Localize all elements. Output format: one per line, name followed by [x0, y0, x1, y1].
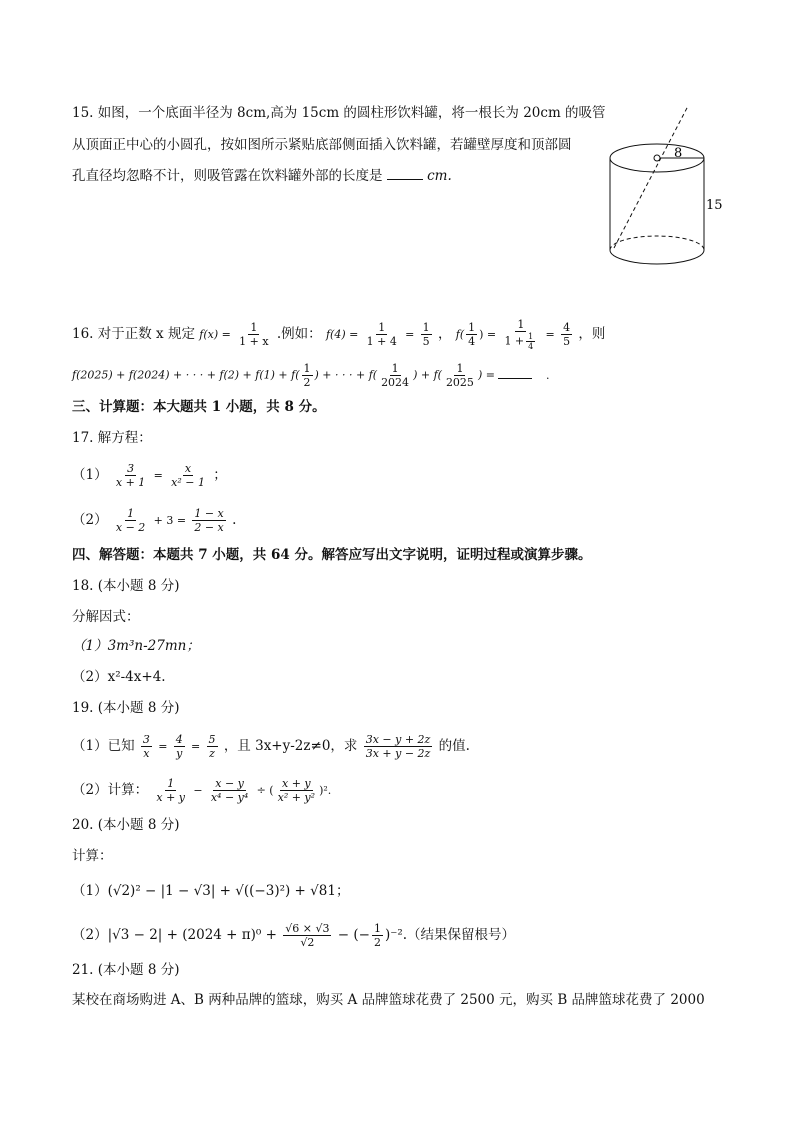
q16-frac-fifth: $\frac{1}{5}$ — [422, 321, 430, 348]
q17-p2-right: $\frac{1 - x}{2 - x}$ — [194, 507, 224, 534]
q16-sum-b: ) + · · · + f( — [314, 368, 378, 382]
q16-intro: 16. 对于正数 x 规定 — [72, 326, 195, 342]
cylinder-bottom-front — [610, 250, 704, 264]
q20-p2-text-a: （2）|√3 − 2| + (2024 + π)⁰ + — [72, 927, 277, 943]
q19-frac-4y: $\frac{4}{y}$ — [175, 733, 183, 760]
q20-frac-roots: $\frac{√6 \times √3}{√2}$ — [285, 922, 330, 949]
q19-part1 — [72, 733, 470, 760]
q20-sub: 计算： — [72, 848, 113, 864]
part-label: （2） — [72, 512, 108, 528]
eq-sign: = — [153, 469, 163, 482]
radius-label: 8 — [674, 146, 683, 161]
q19-p1-text-c: 的值. — [438, 738, 470, 754]
q15-line3-text: 孔直径均忽略不计，则吸管露在饮料罐外部的长度是 — [72, 168, 383, 184]
q16-sum-c: ) + f( — [413, 368, 442, 382]
q16-comma: ， — [437, 326, 452, 342]
q16-sum-d: ) = — [477, 368, 495, 382]
q16-line2 — [72, 362, 549, 389]
height-label: 15 — [706, 198, 723, 213]
q16-frac-2025: $\frac{1}{2025}$ — [445, 362, 474, 389]
q16-eq: = — [405, 328, 415, 341]
cylinder-figure — [600, 100, 730, 280]
answer-blank — [498, 366, 532, 379]
q17-p2-left: $\frac{1}{x - 2}$ — [115, 507, 146, 534]
end-mark: . — [232, 512, 237, 528]
q21-body: 某校在商场购进 A、B 两种品牌的篮球，购买 A 品牌篮球花费了 2500 元，购买 B 品牌篮球花费了 2000 — [72, 992, 705, 1008]
q19-frac-3x: $\frac{3}{x}$ — [142, 733, 150, 760]
minus-sign: − — [193, 784, 203, 797]
section4-heading: 四、解答题：本题共 7 小题，共 64 分。解答应写出文字说明，证明过程或演算步骤。 — [72, 547, 592, 563]
q17-title: 17. 解方程： — [72, 430, 152, 446]
q16-frac-four-fifths: $\frac{4}{5}$ — [563, 321, 571, 348]
q20-part2 — [72, 922, 515, 949]
q16-fx: f(x) = — [199, 328, 231, 341]
cylinder-bottom-back — [610, 236, 704, 250]
q19-p2-end: )². — [319, 784, 332, 797]
q15-line3 — [72, 166, 452, 186]
q16-frac-fx: $\frac{1}{1 + x}$ — [239, 321, 269, 348]
q16-example: .例如： — [276, 326, 322, 342]
end-mark: ； — [213, 467, 227, 483]
q16-frac-nested: 1 1 + $\frac{1}{4}$ — [504, 318, 534, 351]
q20-part1: （1）(√2)² − |1 − √3| + √((−3)²) + √81； — [72, 883, 350, 899]
q21-title: 21. (本小题 8 分) — [72, 962, 180, 978]
q15-line1: 15. 如图，一个底面半径为 8cm,高为 15cm 的圆柱形饮料罐，将一根长为 20cm 的吸管 — [72, 105, 606, 121]
q16-f-open: f( — [455, 328, 465, 341]
divide-sign: ÷ ( — [256, 784, 274, 797]
q20-p2-text-b: − (− — [337, 927, 370, 943]
q15-line2: 从顶面正中心的小圆孔，按如图所示紧贴底部侧面插入饮料罐，若罐壁厚度和顶部圆 — [72, 137, 572, 153]
q17-p2-mid: + 3 = — [153, 514, 187, 527]
q16-eq2: = — [545, 328, 555, 341]
q19-frac-expr: $\frac{3x - y + 2z}{3x + y - 2z}$ — [365, 733, 431, 760]
q20-title: 20. (本小题 8 分) — [72, 817, 180, 833]
q19-frac-5z: $\frac{5}{z}$ — [208, 733, 216, 760]
q18-part1: （1）3m³n-27mn； — [72, 638, 200, 654]
q16-line1 — [72, 318, 605, 351]
q19-frac-3: $\frac{x + y}{\text{x² + y²}}$ — [277, 777, 316, 804]
q17-part2 — [72, 507, 236, 534]
q16-period: . — [545, 368, 550, 382]
q16-f-close: ) = — [479, 328, 497, 341]
q16-sum-a: f(2025) + f(2024) + · · · + f(2) + f(1) + f( — [72, 368, 300, 382]
section3-heading: 三、计算题：本大题共 1 小题，共 8 分。 — [72, 399, 326, 415]
q18-sub: 分解因式： — [72, 609, 140, 625]
eq-sign: = — [158, 740, 168, 753]
q19-frac-1: $\frac{1}{x + y}$ — [156, 777, 186, 804]
straw-line — [614, 106, 688, 248]
q15-unit: cm. — [427, 168, 452, 184]
q16-f4: f(4) = — [325, 328, 359, 341]
q17-p1-right: $\frac{x}{\text{x² − 1}}$ — [171, 462, 205, 489]
eq-sign: = — [191, 740, 201, 753]
q19-title: 19. (本小题 8 分) — [72, 700, 180, 716]
q19-frac-2: $\frac{x - y}{\text{x⁴ − y⁴}}$ — [210, 777, 249, 804]
q19-p1-text-b: ，且 3x+y-2z≠0，求 — [223, 738, 358, 754]
q19-p1-text-a: （1）已知 — [72, 738, 135, 754]
q20-p2-text-c: )⁻².（结果保留根号） — [384, 927, 516, 943]
q19-part2 — [72, 777, 331, 804]
q18-part2: （2）x²-4x+4. — [72, 669, 166, 685]
q16-frac-f4: $\frac{1}{1 + 4}$ — [366, 321, 397, 348]
part-label: （1） — [72, 467, 108, 483]
q17-part1 — [72, 462, 227, 489]
q16-then: ，则 — [578, 326, 606, 342]
q16-frac-quarter: $\frac{1}{4}$ — [468, 321, 476, 348]
answer-blank — [387, 167, 423, 180]
q20-frac-half: $\frac{1}{2}$ — [373, 922, 381, 949]
top-hole — [654, 155, 660, 161]
q17-p1-left: $\frac{3}{x + 1}$ — [115, 462, 146, 489]
q16-frac-2024: $\frac{1}{2024}$ — [381, 362, 410, 389]
q16-frac-half: $\frac{1}{2}$ — [303, 362, 311, 389]
q19-p2-text-a: （2）计算： — [72, 782, 149, 798]
q18-title: 18. (本小题 8 分) — [72, 578, 180, 594]
